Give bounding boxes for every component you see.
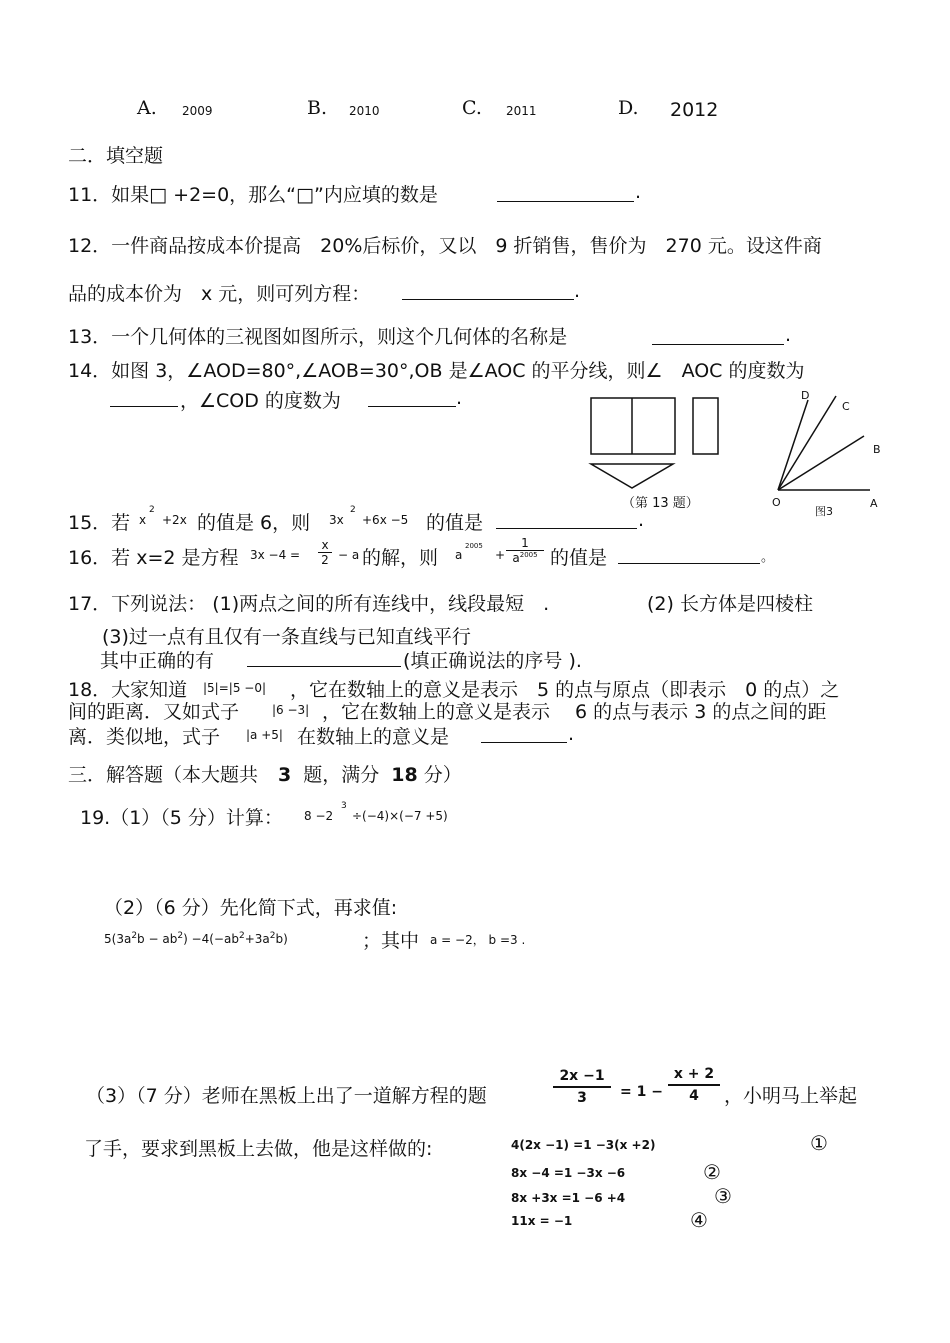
option-b-value: 2010: [349, 104, 380, 118]
q15-text2: 的值是: [426, 512, 484, 534]
q19-part3-frac1: [553, 1068, 611, 1106]
q19-part1-rest: ÷(−4)×(−7 +5): [352, 809, 448, 823]
q19-p2-e1: 2: [131, 931, 138, 941]
q16-end: 。: [761, 550, 775, 565]
q15-prefix: 15．若: [68, 512, 131, 534]
q14-blank-cod: [368, 406, 456, 407]
q19-part2-prompt: （2）（6 分）先化简下式，再求值:: [104, 897, 398, 919]
q19-p3-circle2: ②: [703, 1160, 721, 1184]
section-3-heading: [68, 760, 462, 787]
q19-p2-f: b): [275, 932, 288, 946]
q19-p2-d: +3a: [244, 932, 270, 946]
q19-p3-step3: 8x +3x =1 −6 +4: [511, 1191, 626, 1205]
q15-end: .: [638, 509, 645, 531]
fig3-label-d: D: [801, 389, 810, 402]
q15-expr: +6x −5: [362, 513, 409, 527]
q16-frac2-num: 1: [521, 536, 529, 550]
q19-p2-b: b − ab: [137, 932, 178, 946]
q17-blank: [247, 666, 401, 667]
section-2-heading: 二．填空题: [68, 145, 164, 167]
q12-end: .: [574, 280, 581, 302]
q17-line3b: (填正确说法的序号 ).: [403, 650, 582, 672]
q17-line1a: 17．下列说法： (1)两点之间的所有连线中，线段最短 .: [68, 593, 550, 615]
q16-frac1-num: x: [321, 538, 329, 552]
q18-line3b: 在数轴上的意义是: [297, 726, 450, 748]
q16-frac1-den: 2: [321, 553, 329, 567]
q19-part2-where: ；其中: [362, 930, 420, 952]
q19-p3-tail: ，小明马上举起: [724, 1085, 858, 1107]
option-d-value: 2012: [670, 99, 719, 121]
q16-tail: 的值是: [550, 547, 608, 569]
q18-line1b: ，它在数轴上的意义是表示 5 的点与原点（即表示 0 的点）之: [290, 679, 840, 701]
q19-part1-base: 8 −2: [304, 809, 334, 823]
q11-text: 11．如果□ +2=0，那么“□”内应填的数是: [68, 184, 438, 206]
q13-blank: [652, 344, 784, 345]
q18-formula3: |a +5|: [246, 728, 283, 742]
q16-exp1: 2005: [465, 542, 483, 550]
q18-formula2: |6 −3|: [272, 703, 310, 717]
q19-p3-step2: 8x −4 =1 −3x −6: [511, 1166, 626, 1180]
q16-frac2-den-exp: 2005: [519, 551, 538, 559]
q16-plus: +: [495, 548, 506, 562]
q16-mid: 的解，则: [362, 547, 439, 569]
q19-p2-e4: 2: [269, 931, 276, 941]
q18-end: .: [568, 723, 575, 745]
q19-p2-e3: 2: [238, 931, 245, 941]
q19-p3-num1: 2x −1: [559, 1068, 605, 1084]
q18-formula1: |5|=|5 −0|: [203, 681, 266, 695]
q19-p3-den1: 3: [577, 1090, 587, 1106]
q18-line3a: 离．类似地，式子: [68, 726, 221, 748]
option-c-value: 2011: [506, 104, 537, 118]
option-a-letter: A.: [137, 97, 157, 119]
q16-fraction-x-over-2: [318, 538, 332, 567]
sec3-count: 3: [278, 764, 292, 786]
q16-minus-a: − a: [338, 548, 360, 562]
q16-a1: a: [455, 548, 463, 562]
q16-eq-left: 3x −4 =: [250, 548, 301, 562]
q16-frac2-den-a: a: [512, 551, 520, 565]
fig3-label-o: O: [772, 496, 781, 509]
q14-blank-aoc: [110, 406, 178, 407]
q19-p2-a: 5(3a: [104, 932, 132, 946]
q17-line1b: (2) 长方体是四棱柱: [647, 593, 813, 615]
q19-part2-values: a = −2， b =3 .: [430, 933, 526, 947]
fig3-caption: 图3: [815, 505, 833, 518]
q17-line2: (3)过一点有且仅有一条直线与已知直线平行: [102, 626, 471, 648]
q19-part3-frac2: [668, 1066, 720, 1104]
q19-p3-circle3: ③: [714, 1184, 732, 1208]
sec3-a: 三．解答题（本大题共: [68, 764, 259, 786]
q19-p3-den2: 4: [689, 1088, 699, 1104]
q12-blank: [402, 299, 574, 300]
q12-line2: 品的成本价为 x 元，则可列方程：: [68, 283, 371, 305]
q18-line1a: 18．大家知道: [68, 679, 188, 701]
q15-exp2: 2: [350, 505, 356, 515]
q19-p3-circle4: ④: [690, 1208, 708, 1232]
sec3-e: 分）: [423, 764, 462, 786]
q18-line2a: 间的距离．又如式子: [68, 701, 240, 723]
q18-line2b: ，它在数轴上的意义是表示 6 的点与表示 3 的点之间的距: [322, 701, 827, 723]
q14-end: .: [456, 387, 463, 409]
q15-x: x: [139, 513, 147, 527]
q19-part2-expression: [104, 931, 288, 946]
q14-line1: 14．如图 3，∠AOD=80°,∠AOB=30°,OB 是∠AOC 的平分线，则∠ AOC 的度数为: [68, 360, 805, 382]
q17-line3a: 其中正确的有: [100, 650, 215, 672]
option-a-value: 2009: [182, 104, 213, 118]
sec3-score: 18: [391, 764, 418, 786]
fig3-label-b: B: [873, 443, 881, 456]
q19-p3-step1: 4(2x −1) =1 −3(x +2): [511, 1138, 656, 1152]
option-b-letter: B.: [307, 97, 328, 119]
q19-p3-step4: 11x = −1: [511, 1214, 573, 1228]
q19-p3-num2: x + 2: [673, 1066, 715, 1082]
q18-blank: [481, 742, 567, 743]
figure-3-angles: [768, 386, 886, 510]
q16-prefix: 16．若 x=2 是方程: [68, 547, 239, 569]
q19-p3-circle1: ①: [810, 1131, 828, 1155]
q19-p2-e2: 2: [177, 931, 184, 941]
q15-blank: [496, 528, 637, 529]
q12-line1: 12．一件商品按成本价提高 20%后标价，又以 9 折销售，售价为 270 元。设这件商: [68, 235, 822, 257]
q16-blank: [618, 563, 760, 564]
q19-part3-line2: 了手，要求到黑板上去做，他是这样做的:: [84, 1138, 433, 1160]
q19-part3-line1: （3）（7 分）老师在黑板上出了一道解方程的题: [86, 1085, 487, 1107]
q13-end: .: [785, 324, 792, 346]
q14-line2: ，∠COD 的度数为: [180, 390, 341, 412]
q15-3x: 3x: [329, 513, 344, 527]
q19-p3-mid: = 1 −: [620, 1084, 663, 1100]
option-d-letter: D.: [618, 97, 639, 119]
q15-text1: 的值是 6，则: [197, 512, 311, 534]
fig3-label-a: A: [870, 497, 878, 510]
figure-13-caption: （第 13 题）: [622, 496, 699, 511]
q13-text: 13．一个几何体的三视图如图所示，则这个几何体的名称是: [68, 326, 568, 348]
q15-exp: 2: [149, 505, 155, 515]
q15-plus2x: +2x: [162, 513, 187, 527]
q11-blank: [497, 201, 634, 202]
option-c-letter: C.: [462, 97, 482, 119]
fig3-label-c: C: [842, 400, 850, 413]
q19-part1-prompt: 19.（1）（5 分）计算：: [80, 807, 283, 829]
q19-part1-exp: 3: [341, 801, 347, 811]
q19-p2-c: ) −4(−ab: [183, 932, 239, 946]
sec3-c: 题，满分: [303, 764, 380, 786]
q16-fraction-reciprocal: [506, 536, 544, 565]
q11-end: .: [635, 181, 642, 203]
